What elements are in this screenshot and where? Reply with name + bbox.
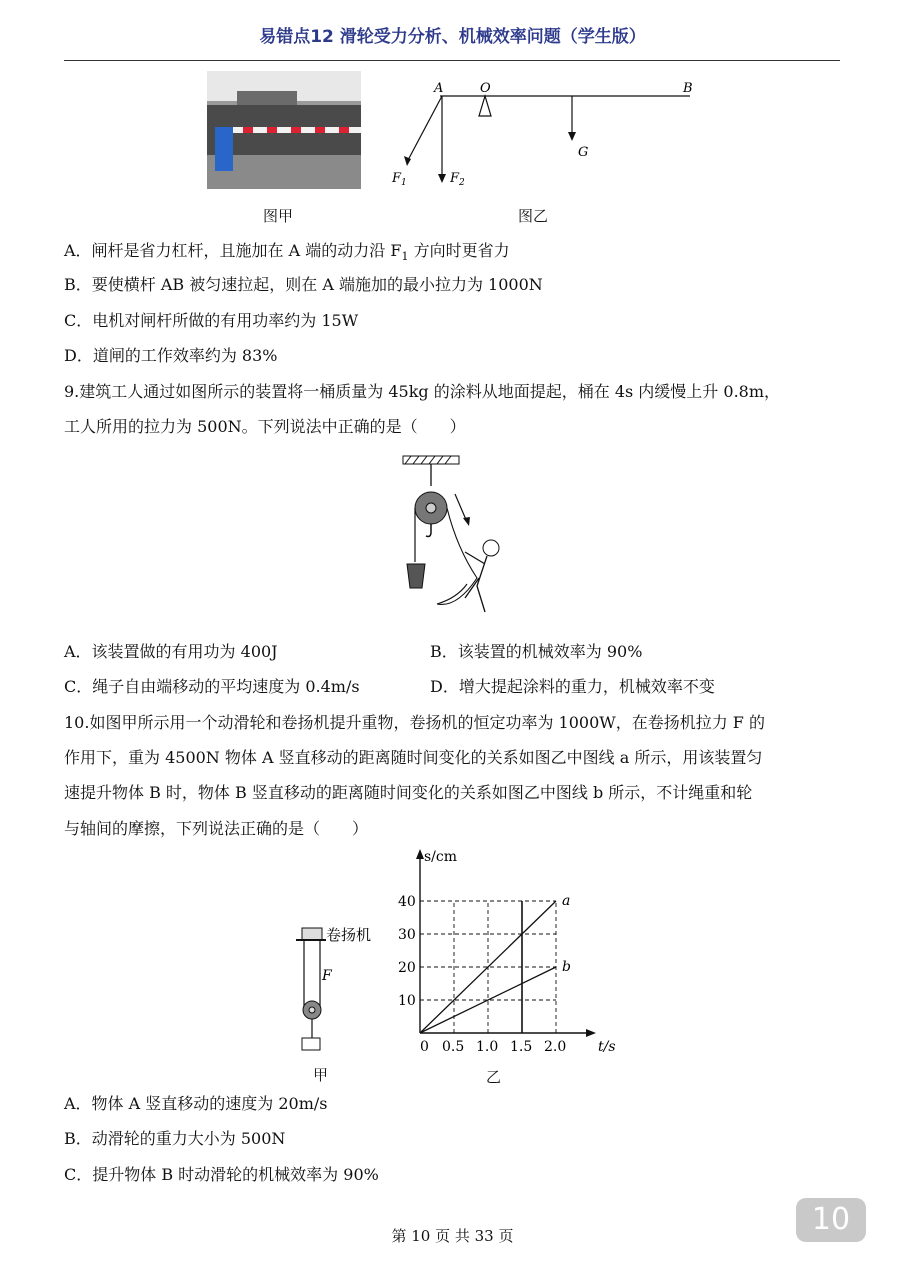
x-tick-label: 1.0: [476, 1039, 499, 1055]
x-tick-label: 0.5: [442, 1039, 465, 1055]
q10-option-b: B．动滑轮的重力大小为 500N: [64, 1129, 286, 1148]
x-tick-label: 2.0: [544, 1039, 567, 1055]
q10-stem-line1: 10.如图甲所示用一个动滑轮和卷扬机提升重物，卷扬机的恒定功率为 1000W，在卷扬机拉力 F 的: [64, 713, 765, 732]
y-tick-label: 30: [398, 927, 416, 943]
force-label: F: [322, 968, 332, 984]
q8-option-c: C．电机对闸杆所做的有用功率约为 15W: [64, 311, 359, 330]
q9-stem-line2: 工人所用的拉力为 500N。下列说法中正确的是（ ）: [64, 417, 466, 436]
figure-jia-caption: 甲: [313, 1066, 329, 1084]
y-tick-label: 20: [398, 960, 416, 976]
winch-label: 卷扬机: [326, 926, 372, 944]
figure-yi-caption: 乙: [486, 1068, 502, 1086]
label-g: G: [578, 145, 589, 160]
label-a: A: [434, 81, 444, 96]
x-tick-label: 0: [420, 1039, 429, 1055]
q10-option-c: C．提升物体 B 时动滑轮的机械效率为 90%: [64, 1165, 379, 1184]
label-o: O: [480, 81, 491, 96]
y-tick-label: 40: [398, 894, 416, 910]
page-header: 易错点12 滑轮受力分析、机械效率问题（学生版）: [259, 27, 646, 47]
page-footer: 第 10 页 共 33 页: [391, 1227, 514, 1245]
y-tick-label: 10: [398, 993, 416, 1009]
winch-diagram: [290, 920, 390, 1060]
q10-stem-line4: 与轴间的摩擦，下列说法正确的是（ ）: [64, 819, 369, 838]
label-f2: $F_2$: [450, 171, 465, 188]
figure-a-caption: 图甲: [263, 207, 294, 225]
y-axis-label: s/cm: [424, 849, 458, 865]
x-axis-arrow: [586, 1029, 596, 1037]
q9-option-d: D．增大提起涂料的重力，机械效率不变: [430, 677, 715, 696]
series-label-b: b: [562, 959, 571, 975]
x-tick-label: 1.5: [510, 1039, 533, 1055]
y-axis-arrow: [416, 849, 424, 859]
q9-option-b: B．该装置的机械效率为 90%: [430, 642, 643, 661]
x-axis-label: t/s: [598, 1039, 616, 1055]
label-f1: $F_1$: [392, 171, 407, 188]
q8-option-d: D．道闸的工作效率约为 83%: [64, 346, 278, 365]
header-rule: [64, 60, 840, 61]
series-label-a: a: [562, 893, 571, 909]
figure-b-caption: 图乙: [518, 207, 549, 225]
q10-stem-line2: 作用下，重为 4500N 物体 A 竖直移动的距离随时间变化的关系如图乙中图线 a 所示，用该装置匀: [64, 748, 763, 767]
barrier-gate-photo: [207, 71, 361, 189]
page-number-badge: 10: [796, 1198, 866, 1242]
pulley-worker-diagram: [395, 452, 515, 622]
q8-option-a: A．闸杆是省力杠杆，且施加在 A 端的动力沿 $F_1$ 方向时更省力: [64, 241, 510, 264]
q9-option-c: C．绳子自由端移动的平均速度为 0.4m/s: [64, 677, 360, 696]
label-b: B: [683, 81, 693, 96]
q9-option-a: A．该装置做的有用功为 400J: [64, 642, 278, 661]
s-t-chart: [390, 845, 620, 1060]
q8-option-b: B．要使横杆 AB 被匀速拉起，则在 A 端施加的最小拉力为 1000N: [64, 275, 543, 294]
lever-diagram: [380, 74, 710, 194]
q10-stem-line3: 速提升物体 B 时，物体 B 竖直移动的距离随时间变化的关系如图乙中图线 b 所示，不计绳重和轮: [64, 783, 753, 802]
q9-stem-line1: 9.建筑工人通过如图所示的装置将一桶质量为 45kg 的涂料从地面提起，桶在 4s 内缓慢上升 0.8m，: [64, 382, 781, 401]
q10-option-a: A．物体 A 竖直移动的速度为 20m/s: [64, 1094, 328, 1113]
